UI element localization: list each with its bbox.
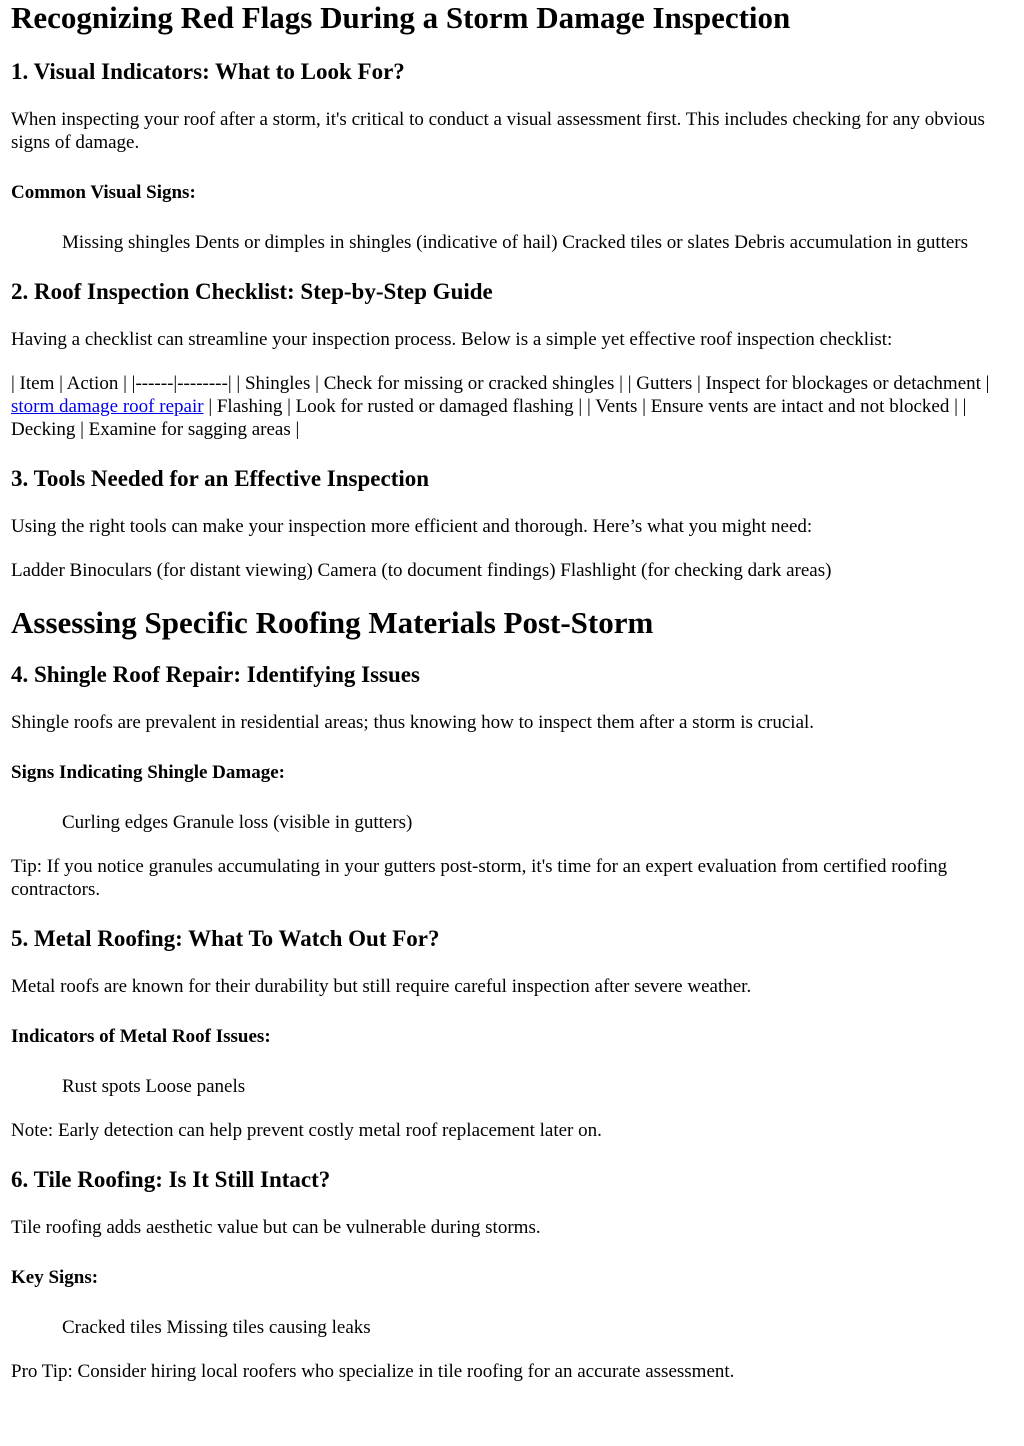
tile-signs-label (11, 1266, 1013, 1289)
tools-heading: 3. Tools Needed for an Effective Inspection (11, 466, 430, 491)
metal-note: Note: Early detection can help prevent costly metal roof replacement later on. (11, 1120, 602, 1141)
checklist-table-text-before: | Item | Action | |------|--------| | Shingles | Check for missing or cracked shingles | | Gutters | Inspect for blockages or detachment | (11, 373, 990, 394)
metal-signs-label-text: Indicators of Metal Roof Issues: (11, 1026, 271, 1047)
shingle-intro: Shingle roofs are prevalent in residential areas; thus knowing how to inspect them after a storm is crucial. (11, 712, 815, 733)
shingle-tip: Tip: If you notice granules accumulating in your gutters post-storm, it's time for an expert evaluation from certified roofing contractors. (11, 856, 948, 900)
tools-intro: Using the right tools can make your inspection more efficient and thorough. Here’s what you might need: (11, 516, 813, 537)
storm-damage-roof-repair-link[interactable]: storm damage roof repair (11, 396, 204, 417)
shingle-signs-label (11, 761, 1013, 784)
checklist-table-text (11, 372, 1013, 441)
tools-list: Ladder Binoculars (for distant viewing) Camera (to document findings) Flashlight (for checking dark areas) (11, 560, 832, 581)
shingle-signs-label-text: Signs Indicating Shingle Damage: (11, 762, 285, 783)
checklist-table-text-after: | Flashing | Look for rusted or damaged flashing | | Vents | Ensure vents are intact and not blocked | | Decking | Examine for sagging areas | (11, 396, 967, 440)
page-title: Recognizing Red Flags During a Storm Damage Inspection (11, 0, 791, 35)
shingle-signs-list: Curling edges Granule loss (visible in gutters) (62, 812, 413, 833)
common-visual-signs-list: Missing shingles Dents or dimples in shingles (indicative of hail) Cracked tiles or slates Debris accumulation in gutters (62, 232, 969, 253)
common-visual-signs-label (11, 181, 1013, 204)
metal-heading: 5. Metal Roofing: What To Watch Out For? (11, 926, 440, 951)
tile-tip: Pro Tip: Consider hiring local roofers who specialize in tile roofing for an accurate assessment. (11, 1361, 735, 1382)
visual-indicators-intro: When inspecting your roof after a storm, it's critical to conduct a visual assessment first. This includes checking for any obvious signs of damage. (11, 109, 985, 153)
visual-indicators-heading: 1. Visual Indicators: What to Look For? (11, 59, 405, 84)
common-visual-signs-label-text: Common Visual Signs: (11, 182, 196, 203)
shingle-heading: 4. Shingle Roof Repair: Identifying Issues (11, 662, 420, 687)
checklist-heading: 2. Roof Inspection Checklist: Step-by-Step Guide (11, 279, 493, 304)
tile-signs-label-text: Key Signs: (11, 1267, 99, 1288)
tile-signs-list: Cracked tiles Missing tiles causing leaks (62, 1317, 371, 1338)
checklist-intro: Having a checklist can streamline your inspection process. Below is a simple yet effective roof inspection checklist: (11, 329, 893, 350)
section-title-materials: Assessing Specific Roofing Materials Post-Storm (11, 605, 654, 640)
tile-heading: 6. Tile Roofing: Is It Still Intact? (11, 1167, 331, 1192)
metal-signs-list: Rust spots Loose panels (62, 1076, 246, 1097)
metal-signs-label (11, 1025, 1013, 1048)
tile-intro: Tile roofing adds aesthetic value but can be vulnerable during storms. (11, 1217, 541, 1238)
metal-intro: Metal roofs are known for their durability but still require careful inspection after severe weather. (11, 976, 752, 997)
